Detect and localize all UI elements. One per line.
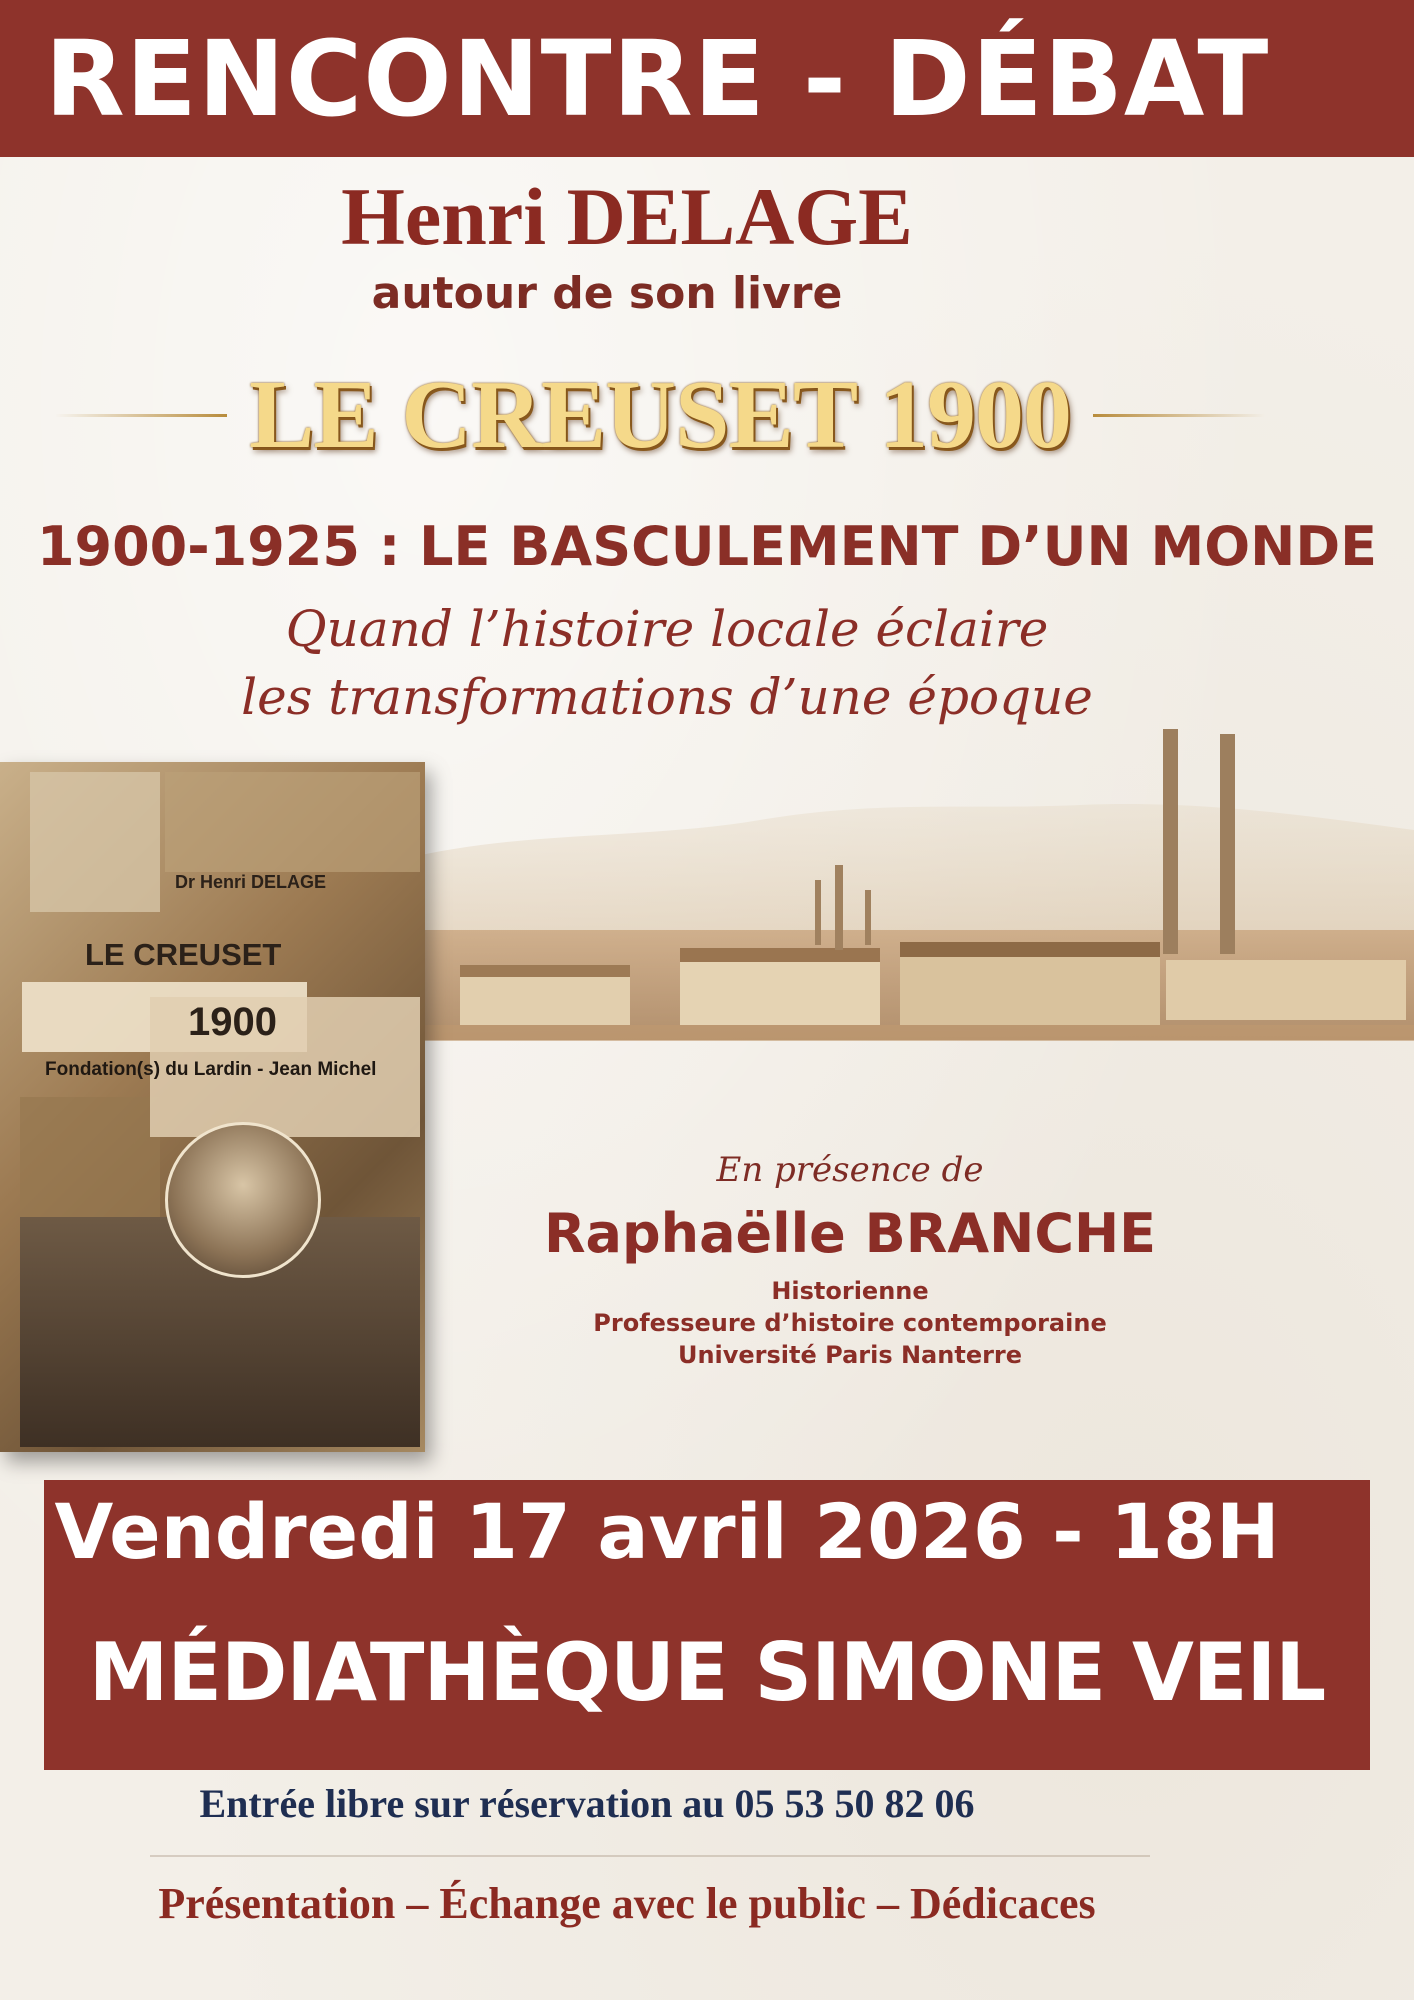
book-title-row [55,360,1265,470]
book-title: LE CREUSET 1900 [249,361,1071,469]
author-portrait-photo [165,1122,321,1278]
book-cover [0,762,425,1452]
event-venue: MÉDIATHÈQUE SIMONE VEIL [88,1626,1326,1719]
guest-affiliation: Université Paris Nanterre [677,1341,1023,1369]
cover-subtitle: Fondation(s) du Lardin - Jean Michel [45,1059,377,1080]
guest-role: Professeure d’histoire contemporaine [593,1309,1107,1337]
cover-collage-panel [30,772,160,912]
cover-collage-panel [20,1097,160,1227]
cover-year: 1900 [188,1000,277,1044]
guest-name: Raphaëlle BRANCHE [543,1202,1157,1265]
footer-divider [150,1855,1150,1857]
headline: 1900-1925 : LE BASCULEMENT D’UN MONDE [36,515,1378,578]
industrial-town-illustration [400,720,1414,1080]
tagline-line-2: les transformations d’une époque [241,668,1093,726]
reservation-info: Entrée libre sur réservation au 05 53 50 82 06 [199,1781,975,1826]
event-type-title: RENCONTRE - DÉBAT [44,17,1270,140]
gold-divider-left [55,414,227,417]
top-banner [0,0,1414,157]
guest-intro: En présence de [716,1150,984,1190]
guest-role: Historienne [771,1277,929,1305]
event-date: Vendredi 17 avril 2026 - 18H [54,1487,1280,1576]
author-name: Henri DELAGE [341,171,913,262]
author-subline: autour de son livre [371,268,843,319]
cover-author: Dr Henri DELAGE [175,872,327,892]
event-program: Présentation – Échange avec le public – Dédicaces [158,1879,1096,1928]
cover-title: LE CREUSET [85,937,282,972]
tagline-line-1: Quand l’histoire locale éclaire [285,600,1049,658]
cover-collage-panel [165,772,420,872]
gold-divider-right [1093,414,1265,417]
